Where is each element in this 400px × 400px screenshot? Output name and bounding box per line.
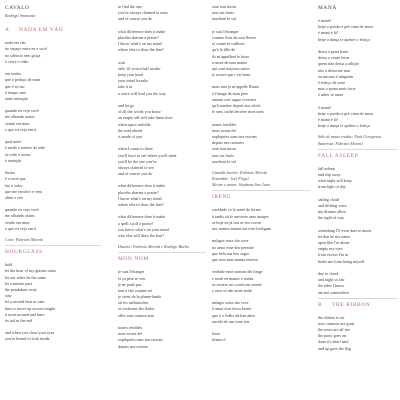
lyric-line: and of course you do — [118, 16, 153, 22]
song-lyrics-fall-asleep — [318, 166, 398, 296]
lyric-line: quando eu vejo você — [5, 207, 39, 213]
lyric-line: keep your head — [118, 72, 144, 78]
lyric-line: à l'image de mon père — [212, 90, 248, 96]
song-credit: Duzette: Fabrizio Moretti e Rodrigo Barba — [118, 244, 189, 250]
lyric-line: se hoje eu já sou se ieu vocrse — [212, 219, 262, 225]
lyric-line: of all the words you know — [118, 109, 161, 115]
lyric-line: now cameras are gone — [318, 320, 355, 326]
lyric-line: Sião de mano tradas: Nark Georgesou — [318, 134, 382, 140]
song-title-mana: MANÁ — [318, 5, 337, 11]
lyric-line: placebo sharms a praise? — [118, 189, 159, 195]
lyric-line: à assez de mes mains — [212, 59, 247, 65]
song-lyrics-hourglass — [5, 262, 101, 342]
lyric-line: où les mélancolies — [118, 300, 149, 306]
lyric-line: comme flots du tout fleuve — [212, 34, 257, 40]
lyric-line: quem não deixa a aflição — [318, 61, 359, 67]
lyric-line: let that be my name — [318, 233, 351, 239]
lyric-line: when space unfolds — [118, 121, 151, 127]
lyric-line: you've always claimed to miss — [118, 10, 168, 16]
lyric-line: qui sont toujours suites — [212, 65, 250, 71]
lyric-line: only 'til you're half awake — [118, 65, 161, 71]
lyric-line: a voice will lead you the way — [118, 90, 166, 96]
lyric-line: let the hour of my glasses stain — [5, 268, 56, 274]
lyric-line: sont tout mous — [212, 4, 237, 9]
lyric-line: Ginalda lentivo: Fabrizio Moretti — [212, 169, 268, 175]
lyric-line: I know what's on my mind — [118, 195, 162, 201]
song-lyrics-mana — [318, 18, 398, 129]
lyric-line: always claimed to see — [118, 164, 154, 170]
lyric-line: je suis l'étranger — [212, 28, 239, 34]
lyric-line: e oreo sé não norte node — [212, 287, 252, 293]
lyric-line: wait — [118, 59, 126, 65]
lyric-line: when I count to three — [118, 146, 153, 152]
album-title: CAVALO — [5, 5, 30, 11]
lyric-line: the road ahead — [118, 127, 142, 133]
lyric-line: it turns around and bites — [5, 311, 45, 317]
lyric-line: je viens de la plume-lando — [118, 294, 162, 300]
divider — [212, 190, 310, 191]
lyric-line: what difference does it make — [118, 28, 166, 34]
song-lyrics-nada-em-vao — [5, 40, 101, 232]
lyric-line: and slip away — [318, 171, 341, 177]
lyric-line: let our ashes be the same — [5, 274, 46, 280]
lyric-line: além o céu — [5, 194, 23, 200]
lyric-line: brake me from being myself — [318, 258, 365, 264]
song-lyrics-continued — [212, 4, 310, 165]
lyric-line: placebo sharms a praise? — [118, 34, 159, 40]
lyric-line: não a deixa me mar — [318, 67, 351, 73]
lyric-line: mas o ponto mais forte — [318, 86, 356, 92]
lyric-line: let a minute pass — [5, 280, 33, 286]
lyric-line: que o pedaço de mim — [5, 77, 41, 83]
song-lyrics-irene — [212, 207, 310, 343]
song-credits — [318, 134, 398, 146]
lyric-line: que bela sua beu sagra — [212, 250, 249, 256]
lyric-line: expliquées sans nos racines — [118, 337, 163, 343]
lyric-line: toutes terribles — [118, 325, 143, 330]
lyric-line: time is never up on me tonight — [5, 305, 56, 311]
lyric-line: beije o portão e pré cima do amor — [318, 110, 374, 116]
song-heading-the-ribbon — [318, 301, 398, 310]
lyric-line: what night will keep — [318, 178, 352, 184]
lyric-line: depuis nos racines — [118, 343, 149, 349]
divider — [5, 245, 101, 246]
lyric-line: que seus mas mansa esserve — [212, 256, 259, 262]
lyric-line: mais moi je m'appelle Bruno — [212, 84, 260, 90]
lyric-line: tout à fait comme toi — [118, 287, 153, 293]
lyric-line: the tides I know — [318, 283, 345, 289]
lyric-line: leese — [212, 331, 221, 337]
lyric-line: et contre le caillerie — [212, 41, 245, 47]
lyric-line: toutes terribles — [212, 121, 237, 127]
song-title: NADA EM VÃO — [19, 27, 64, 34]
lyric-line: expliquées sans nos racines — [212, 133, 257, 139]
lyric-line: verdade estte unavan deí longe — [212, 269, 263, 275]
lyric-line: the pendulum sway — [5, 286, 37, 292]
lyric-line: à tardis où le universe sans images — [212, 213, 269, 219]
lyric-line: an empty tall will take them slow — [118, 115, 173, 121]
lyric-line: nous avons été — [118, 331, 143, 337]
divider — [318, 149, 398, 150]
lyric-line: ô amor esse tevsa berrer — [212, 306, 252, 312]
album-artist: Rodrigo Amarante — [5, 13, 36, 18]
lyric-line: é maná é fá! — [318, 117, 339, 122]
lyric-line: que ó o lvdho dá kan abrir — [212, 312, 255, 318]
lyric-line: Baterista: Fabrizio Moretti — [318, 140, 363, 146]
lyric-line: vendo em mim — [5, 219, 30, 225]
lyric-line: the party goes on — [318, 333, 347, 339]
lyric-line: and of course you do — [118, 171, 153, 177]
lyric-line: you'll have to see where you'll meet — [118, 152, 177, 158]
lyric-line: é saber se amar — [318, 92, 344, 98]
lyric-line: é maná! — [318, 104, 332, 110]
lyric-line: o que eu vejo em ti — [5, 225, 37, 231]
song-title-hourglass: HOURGLASS — [5, 249, 43, 256]
lyric-line: your mind forsake — [118, 78, 149, 84]
lyric-line: é maná! — [318, 18, 332, 23]
lyric-line: and when you close your eyes — [5, 330, 55, 336]
song-title-mon-nom: MON NOM — [118, 256, 149, 263]
song-credit: Cora: Fabrizio Moretti — [5, 237, 44, 242]
lyric-line: my dreams allow — [318, 209, 347, 215]
lyric-line: from excess I'm in — [318, 252, 349, 258]
song-title-irene: IRENE — [212, 194, 231, 201]
lyric-line: é a sorte que — [5, 176, 26, 182]
lyric-line: and drifting wave — [318, 202, 347, 208]
track-marker: A — [5, 27, 10, 34]
track-marker: B — [318, 301, 323, 308]
lyric-line: em sonho — [5, 71, 21, 77]
lyric-line: qu'à la fille de — [212, 47, 236, 53]
lyric-line: ils m'appellent le boua — [212, 53, 249, 59]
lyric-line: beije a dança te quebre o feitiço — [318, 36, 371, 42]
lyric-line: what difference does it make — [118, 183, 166, 189]
lyric-line: sucédade ce le mesé de forme — [212, 207, 261, 213]
lyric-line: quando eu vejo você — [5, 108, 39, 114]
lyric-line: se vertere ess corret em seneer — [212, 281, 262, 287]
lyric-line: to find the one — [118, 4, 142, 9]
lyric-line: touchent le sol — [212, 16, 236, 22]
song-lyrics-the-ribbon — [318, 315, 398, 352]
lyric-line: let a second beat in vain — [5, 299, 45, 305]
lyric-line: é medo o tremor da sede — [5, 145, 46, 151]
lyric-line: is made of you — [118, 133, 143, 139]
lyric-line: the roses are all tire — [318, 327, 351, 333]
lyric-line: se cede o aceno — [5, 151, 31, 157]
lyric-line: no amor esse deo permite — [212, 244, 254, 250]
column-1 — [5, 4, 101, 398]
lyric-line: e torde en mamir e sonda — [212, 275, 254, 281]
lyric-line: ilusão — [5, 170, 15, 176]
song-lyrics-mon-nom — [118, 269, 206, 349]
lyric-line: something I'll even dare to know — [318, 227, 372, 233]
lyric-line: day to cloud — [318, 270, 339, 276]
lyric-line: and let go — [118, 103, 135, 108]
song-title: THE RIBBON — [332, 301, 371, 308]
lyric-line: é feitiço da sorte — [318, 79, 346, 85]
lyric-line: asceda de um sono terr — [212, 318, 250, 324]
lyric-line: touchent le sol — [212, 158, 236, 164]
lyric-line: tanto intenção — [5, 95, 29, 101]
lyric-line: nada em vão — [5, 40, 26, 46]
lyric-line: no silêncio sem graça — [5, 52, 41, 58]
lyric-line: sont tout mous — [212, 146, 237, 152]
lyric-line: from light of day — [318, 184, 346, 190]
lyric-line: I know what's on my mind — [118, 41, 162, 47]
column-4 — [318, 4, 398, 398]
song-title-fall-asleep: FALL ASLEEP — [318, 152, 359, 159]
lyric-line: et ça peut se voir — [118, 275, 146, 281]
lyric-line: Mestre e mono: Stephane San Juan — [212, 182, 270, 188]
lyric-line: and up goes the flag — [318, 345, 351, 351]
lyric-line: where else to draw the line? — [118, 202, 164, 207]
lyric-line: me olhando assim — [5, 114, 35, 120]
lyric-line: depuis nos racinees — [212, 140, 244, 146]
lyric-line: beije a dança te quebre o feitiço — [318, 123, 371, 129]
lyric-line: nos trentes manos me este-lvidigans — [212, 226, 272, 231]
lyric-line: faz o valor — [5, 182, 23, 188]
lyric-line: je trouve que c'est beau — [212, 72, 251, 78]
lyric-line: deixa o vento levar — [318, 55, 350, 61]
lyric-line: sailing cloud — [318, 196, 340, 202]
song-heading-nada-em-vao — [5, 26, 101, 35]
lyric-line: tantant soir vague ecoeurer — [212, 96, 257, 102]
song-credits — [212, 170, 310, 189]
lyric-line: é tempo sem — [5, 89, 26, 95]
lyric-line: what difference does it make — [118, 214, 166, 220]
lyric-line: elles sont comme noir — [118, 312, 155, 318]
lyric-line: tout ses fruits — [212, 152, 235, 158]
lyric-line: que me envolve e vem — [5, 188, 42, 194]
lyric-line: je suis l'étranger — [118, 269, 145, 275]
divider — [118, 252, 206, 253]
lyric-line: the right of way — [318, 215, 345, 221]
song-lyrics-continued — [118, 4, 206, 239]
lyric-line: bemes ô — [212, 337, 226, 343]
lyric-line: open like I'm alone — [318, 240, 350, 245]
lyric-line: are not somewhere — [318, 289, 349, 295]
lyric-line: beije o portão e pré cima do amor — [318, 24, 374, 30]
lyric-line: who else will draw the line? — [118, 232, 165, 238]
lyric-line: done it's heart said — [318, 339, 349, 345]
lyric-line: a spell a pill a praise? — [118, 220, 154, 226]
lyric-line: stay — [5, 293, 12, 299]
lyric-line: fall asleep — [318, 165, 335, 171]
lyric-line: é maná é fá! — [318, 30, 339, 36]
lyric-line: you're bound to look inside — [5, 336, 50, 342]
lyric-line: its tail in the end — [5, 317, 33, 323]
column-3 — [212, 4, 310, 398]
lyric-line: tout ses fruits — [212, 10, 235, 16]
lyric-line: and night so fair — [318, 277, 345, 283]
lyric-line: no espaço entre eu e você — [5, 46, 47, 52]
lyric-line: Ensemble: Joel Flegel — [212, 176, 249, 182]
lyric-line: à tentação — [5, 157, 22, 163]
lyric-line: milagre seria são voce — [212, 300, 249, 306]
lyric-line: que é só teu — [5, 83, 25, 89]
lyric-line: se violacent des flatbe — [118, 306, 155, 312]
divider — [318, 298, 398, 299]
lyric-line: take it in — [118, 84, 133, 90]
lyric-line: o que eu vejo em ti — [5, 126, 37, 132]
lyric-line: ou mesmo é ninguém — [318, 73, 354, 79]
lyric-line: me olhando assim — [5, 213, 35, 219]
lyric-line: vendo em mim — [5, 120, 30, 126]
lyric-line: empty my eyes — [318, 246, 343, 252]
lyric-line: le sens caché derrière mon nom — [212, 109, 264, 115]
column-2 — [118, 4, 206, 398]
lyric-line: je ne parle pas — [118, 281, 142, 287]
lyric-line: o céu e o chão — [5, 58, 29, 64]
lyric-line: you'll be the one you've — [118, 158, 157, 164]
lyric-line: deixa a porta bater — [318, 48, 349, 54]
lyric-line: nous avons été — [212, 127, 237, 133]
lyric-line: where else to draw the line? — [118, 47, 164, 53]
lyric-line: you know what's on your mind — [118, 226, 169, 232]
lyric-line: hold — [5, 262, 13, 268]
lyric-line: qu'à sombre depuis nos siècle — [212, 103, 261, 108]
lyric-line: the ribbon is cut — [318, 314, 345, 320]
lyric-line: qual noite — [5, 139, 22, 145]
lyric-line: milagre seria são voce — [212, 238, 249, 244]
